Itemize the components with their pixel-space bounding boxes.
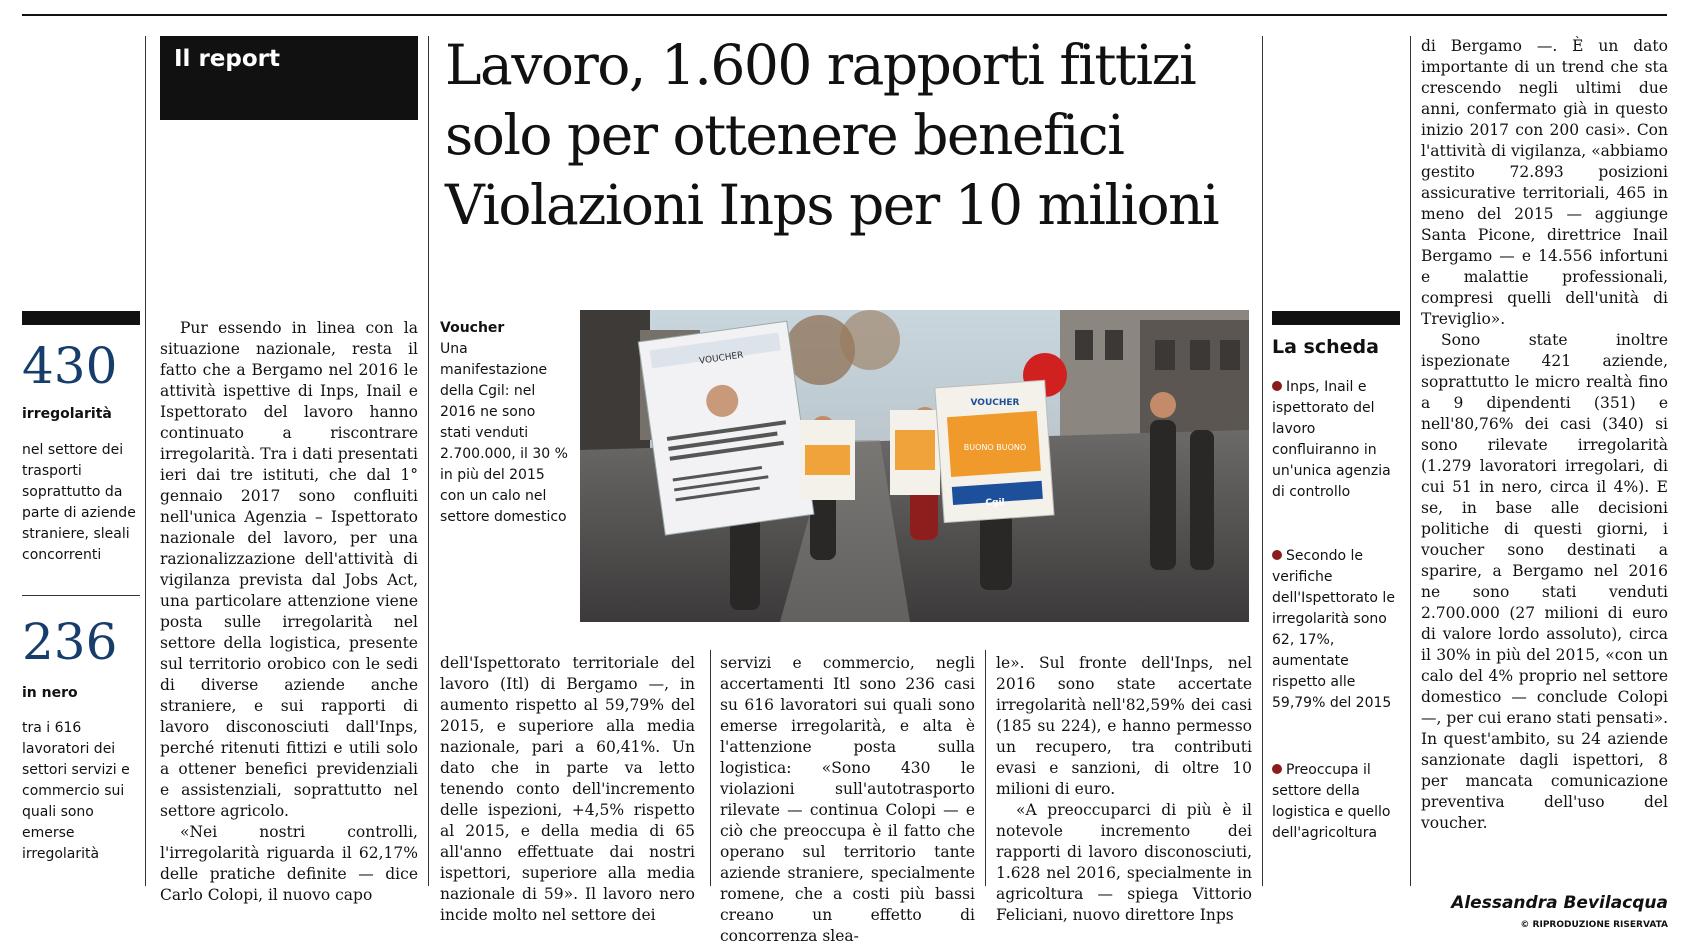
column-divider	[145, 36, 146, 886]
article-paragraph: di Bergamo —. È un dato importante di un trend che sta crescendo negli ultimi due anni, confermato già in questo inizio 2017 con 200 casi». Con l'attività di vigilanza, «abbiamo gestito 72.893 posizioni assicurative territoriali, 465 in meno del 2015 — aggiunge Santa Picone, direttrice Inail Bergamo — e 14.556 infortuni e malattie professionali, compresi quelli dell'unità di Treviglio».	[1421, 37, 1668, 328]
scheda-bar	[1272, 311, 1400, 325]
caption-text: Una manifestazione della Cgil: nel 2016 ne sono stati venduti 2.700.000, il 30 % in più del 2015 con un calo nel settore domestico	[440, 341, 568, 525]
article-paragraph: «Nei nostri controlli, l'irregolarità riguarda il 62,17% delle pratiche definite — dice Carlo Colopi, il nuovo capo	[160, 823, 418, 904]
caption-title: Voucher	[440, 320, 505, 336]
bullet-icon	[1272, 550, 1282, 560]
column-divider	[428, 36, 429, 886]
copyright-notice: © RIPRODUZIONE RISERVATA	[1520, 920, 1668, 930]
photo-illustration	[580, 310, 1249, 622]
column-divider	[1410, 36, 1411, 886]
stat-divider	[22, 595, 140, 596]
article-column-4	[996, 653, 1252, 924]
sign-text: BUONO BUONO	[963, 443, 1027, 452]
bullet-icon	[1272, 381, 1282, 391]
column-divider	[985, 650, 986, 886]
article-paragraph: servizi e commercio, negli accertamenti Itl sono 236 casi su 616 lavoratori sui quali sono emerse irregolarità, e alta è l'attenzione posta sulla logistica: «Sono 430 le violazioni sull'autotrasporto rilevate — continua Colopi — e ciò che preoccupa è il fatto che operano sul territorio tante aziende straniere, specialmente romene, che a costi più bassi creano un effetto di concorrenza slea-	[720, 654, 975, 945]
headline	[445, 30, 1275, 240]
headline-line: solo per ottenere benefici	[445, 103, 1124, 167]
article-column-1	[160, 318, 418, 904]
stat-number: 236	[22, 613, 118, 671]
scheda-item-text: Inps, Inail e ispettorato del lavoro confluiranno in un'unica agenzia di controllo	[1272, 379, 1391, 500]
scheda-item-text: Preoccupa il settore della logistica e quello dell'agricoltura	[1272, 762, 1391, 841]
headline-line: Lavoro, 1.600 rapporti fittizi	[445, 33, 1196, 97]
article-column-5	[1421, 36, 1668, 886]
article-paragraph: Pur essendo in linea con la situazione nazionale, resta il fatto che a Bergamo nel 2016 le attività ispettive di Inps, Inail e Ispettorato del lavoro hanno continuato a riscontrare irregolarità. Tra i dati presentati ieri dai tre istituti, che dal 1° gennaio 2017 sono confluiti nell'unica Agenzia – Ispettorato nazionale del lavoro, per una razionalizzazione dell'attività di vigilanza prevista dal Jobs Act, una particolare attenzione viene posta sulle irregolarità nel settore della logistica, presente sul territorio orobico con le sedi di diverse aziende anche straniere, e sui rapporti di lavoro disconosciuti dall'Inps, perché ritenuti fittizi e utili solo a ottener benefici previdenziali e assistenziali, soprattutto nel settore agricolo.	[160, 319, 418, 820]
scheda-title: La scheda	[1272, 336, 1379, 358]
section-label: Il report	[160, 36, 418, 120]
protest-photo	[580, 310, 1249, 622]
bullet-icon	[1272, 764, 1282, 774]
author-byline: Alessandra Bevilacqua	[1451, 893, 1668, 913]
stat-label: irregolarità	[22, 406, 112, 422]
scheda-item	[1272, 377, 1400, 503]
stat-description: nel settore dei trasporti soprattutto da parte di aziende straniere, sleali concorrenti	[22, 442, 136, 563]
article-paragraph: Sono state inoltre ispezionate 421 aziende, soprattutto le micro realtà fino a 9 dipendenti (351) e nell'80,76% dei casi (340) si sono rilevate irregolarità (1.279 lavoratori irregolari, di cui 51 in nero, circa il 4%). E se, in base alle decisioni politiche di questi giorni, i voucher sono destinati a sparire, a Bergamo nel 2016 ne sono stati venduti 2.700.000 (27 milioni di euro di valore lordo assoluto), circa il 30% in più del 2015, «con un calo del 4% proprio nel settore domestico — conclude Colopi —, per cui erano stati pensati». In quest'ambito, su 24 aziende sanzionate dagli ispettori, 8 per mancata comunicazione preventiva dell'uso del voucher.	[1421, 331, 1668, 832]
article-paragraph: dell'Ispettorato territoriale del lavoro (Itl) di Bergamo —, in aumento rispetto al 59,79% del 2015, e superiore alla media nazionale, pari a 60,41%. Un dato che in parte va letto tenendo conto dell'incremento delle ispezioni, +4,5% rispetto al 2015, e della media di 65 all'anno effettuate dai nostri ispettori, superiore alla media nazionale di 59». Il lavoro nero incide molto nel settore dei	[440, 654, 695, 924]
headline-line: Violazioni Inps per 10 milioni	[445, 173, 1219, 237]
sign-title: VOUCHER	[698, 350, 745, 367]
stat-number: 430	[22, 337, 118, 395]
sign-text: VOUCHER	[970, 398, 1020, 408]
sign-badge: Cgil	[985, 498, 1005, 508]
article-paragraph: le». Sul fronte dell'Inps, nel 2016 sono state accertate irregolarità nell'82,59% dei casi (185 su 224), e hanno permesso un recupero, tra contributi evasi e sanzioni, di oltre 10 milioni di euro.	[996, 654, 1252, 798]
stat-description: tra i 616 lavoratori dei settori servizi e commercio sui quali sono emerse irregolarità	[22, 720, 130, 862]
scheda-item-text: Secondo le verifiche dell'Ispettorato le irregolarità sono 62, 17%, aumentate rispetto alle 59,79% del 2015	[1272, 548, 1395, 711]
scheda-item	[1272, 546, 1400, 714]
article-column-2	[440, 653, 695, 924]
article-paragraph: «A preoccuparci di più è il notevole incremento dei rapporti di lavoro disconosciuti, 1.628 nel 2016, specialmente in agricoltura — spiega Vittorio Feliciani, nuovo direttore Inps	[996, 801, 1252, 924]
article-column-3	[720, 653, 975, 945]
scheda-item	[1272, 760, 1400, 844]
stat-label: in nero	[22, 685, 78, 701]
photo-caption	[440, 318, 570, 528]
column-divider	[710, 650, 711, 886]
top-rule	[22, 14, 1667, 16]
stats-bar	[22, 311, 140, 325]
